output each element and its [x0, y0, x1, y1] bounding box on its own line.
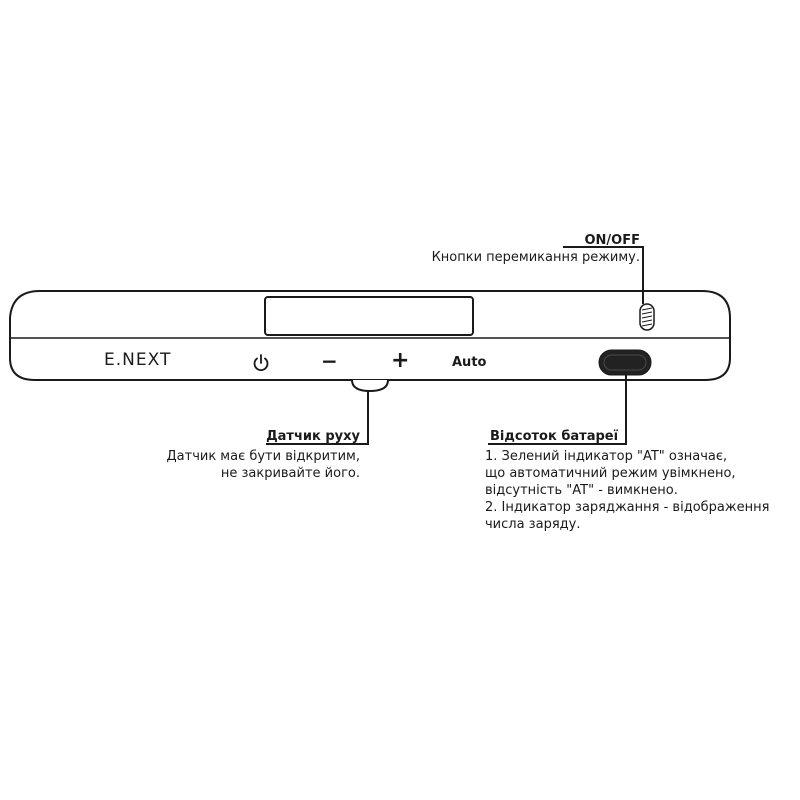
- sensor-title: Датчик руху: [266, 429, 360, 444]
- battery-description-line: 1. Зелений індикатор "AT" означає,: [485, 449, 728, 464]
- onoff-title: ON/OFF: [584, 233, 640, 248]
- brand-logo: E.NEXT: [104, 350, 172, 370]
- battery-description: [485, 448, 769, 533]
- battery-indicator: [599, 350, 651, 375]
- sensor-description-line: Датчик має бути відкритим,: [166, 449, 360, 464]
- minus-button[interactable]: −: [321, 349, 338, 373]
- onoff-description: Кнопки перемикання режиму.: [431, 250, 640, 265]
- plus-button[interactable]: +: [391, 348, 410, 373]
- battery-description-line: відсутність "AT" - вимкнено.: [485, 483, 678, 498]
- sensor-description: [120, 448, 360, 482]
- sensor-description-line: не закривайте його.: [220, 466, 360, 481]
- display-window: [265, 297, 473, 335]
- auto-button[interactable]: Auto: [452, 355, 487, 370]
- battery-description-line: 2. Індикатор заряджання - відображення: [485, 500, 770, 515]
- battery-description-line: числа заряду.: [485, 517, 581, 532]
- motion-sensor: [352, 380, 388, 391]
- battery-description-line: що автоматичний режим увімкнено,: [485, 466, 736, 481]
- battery-title: Відсоток батареї: [490, 429, 619, 444]
- onoff-switch[interactable]: [640, 304, 654, 330]
